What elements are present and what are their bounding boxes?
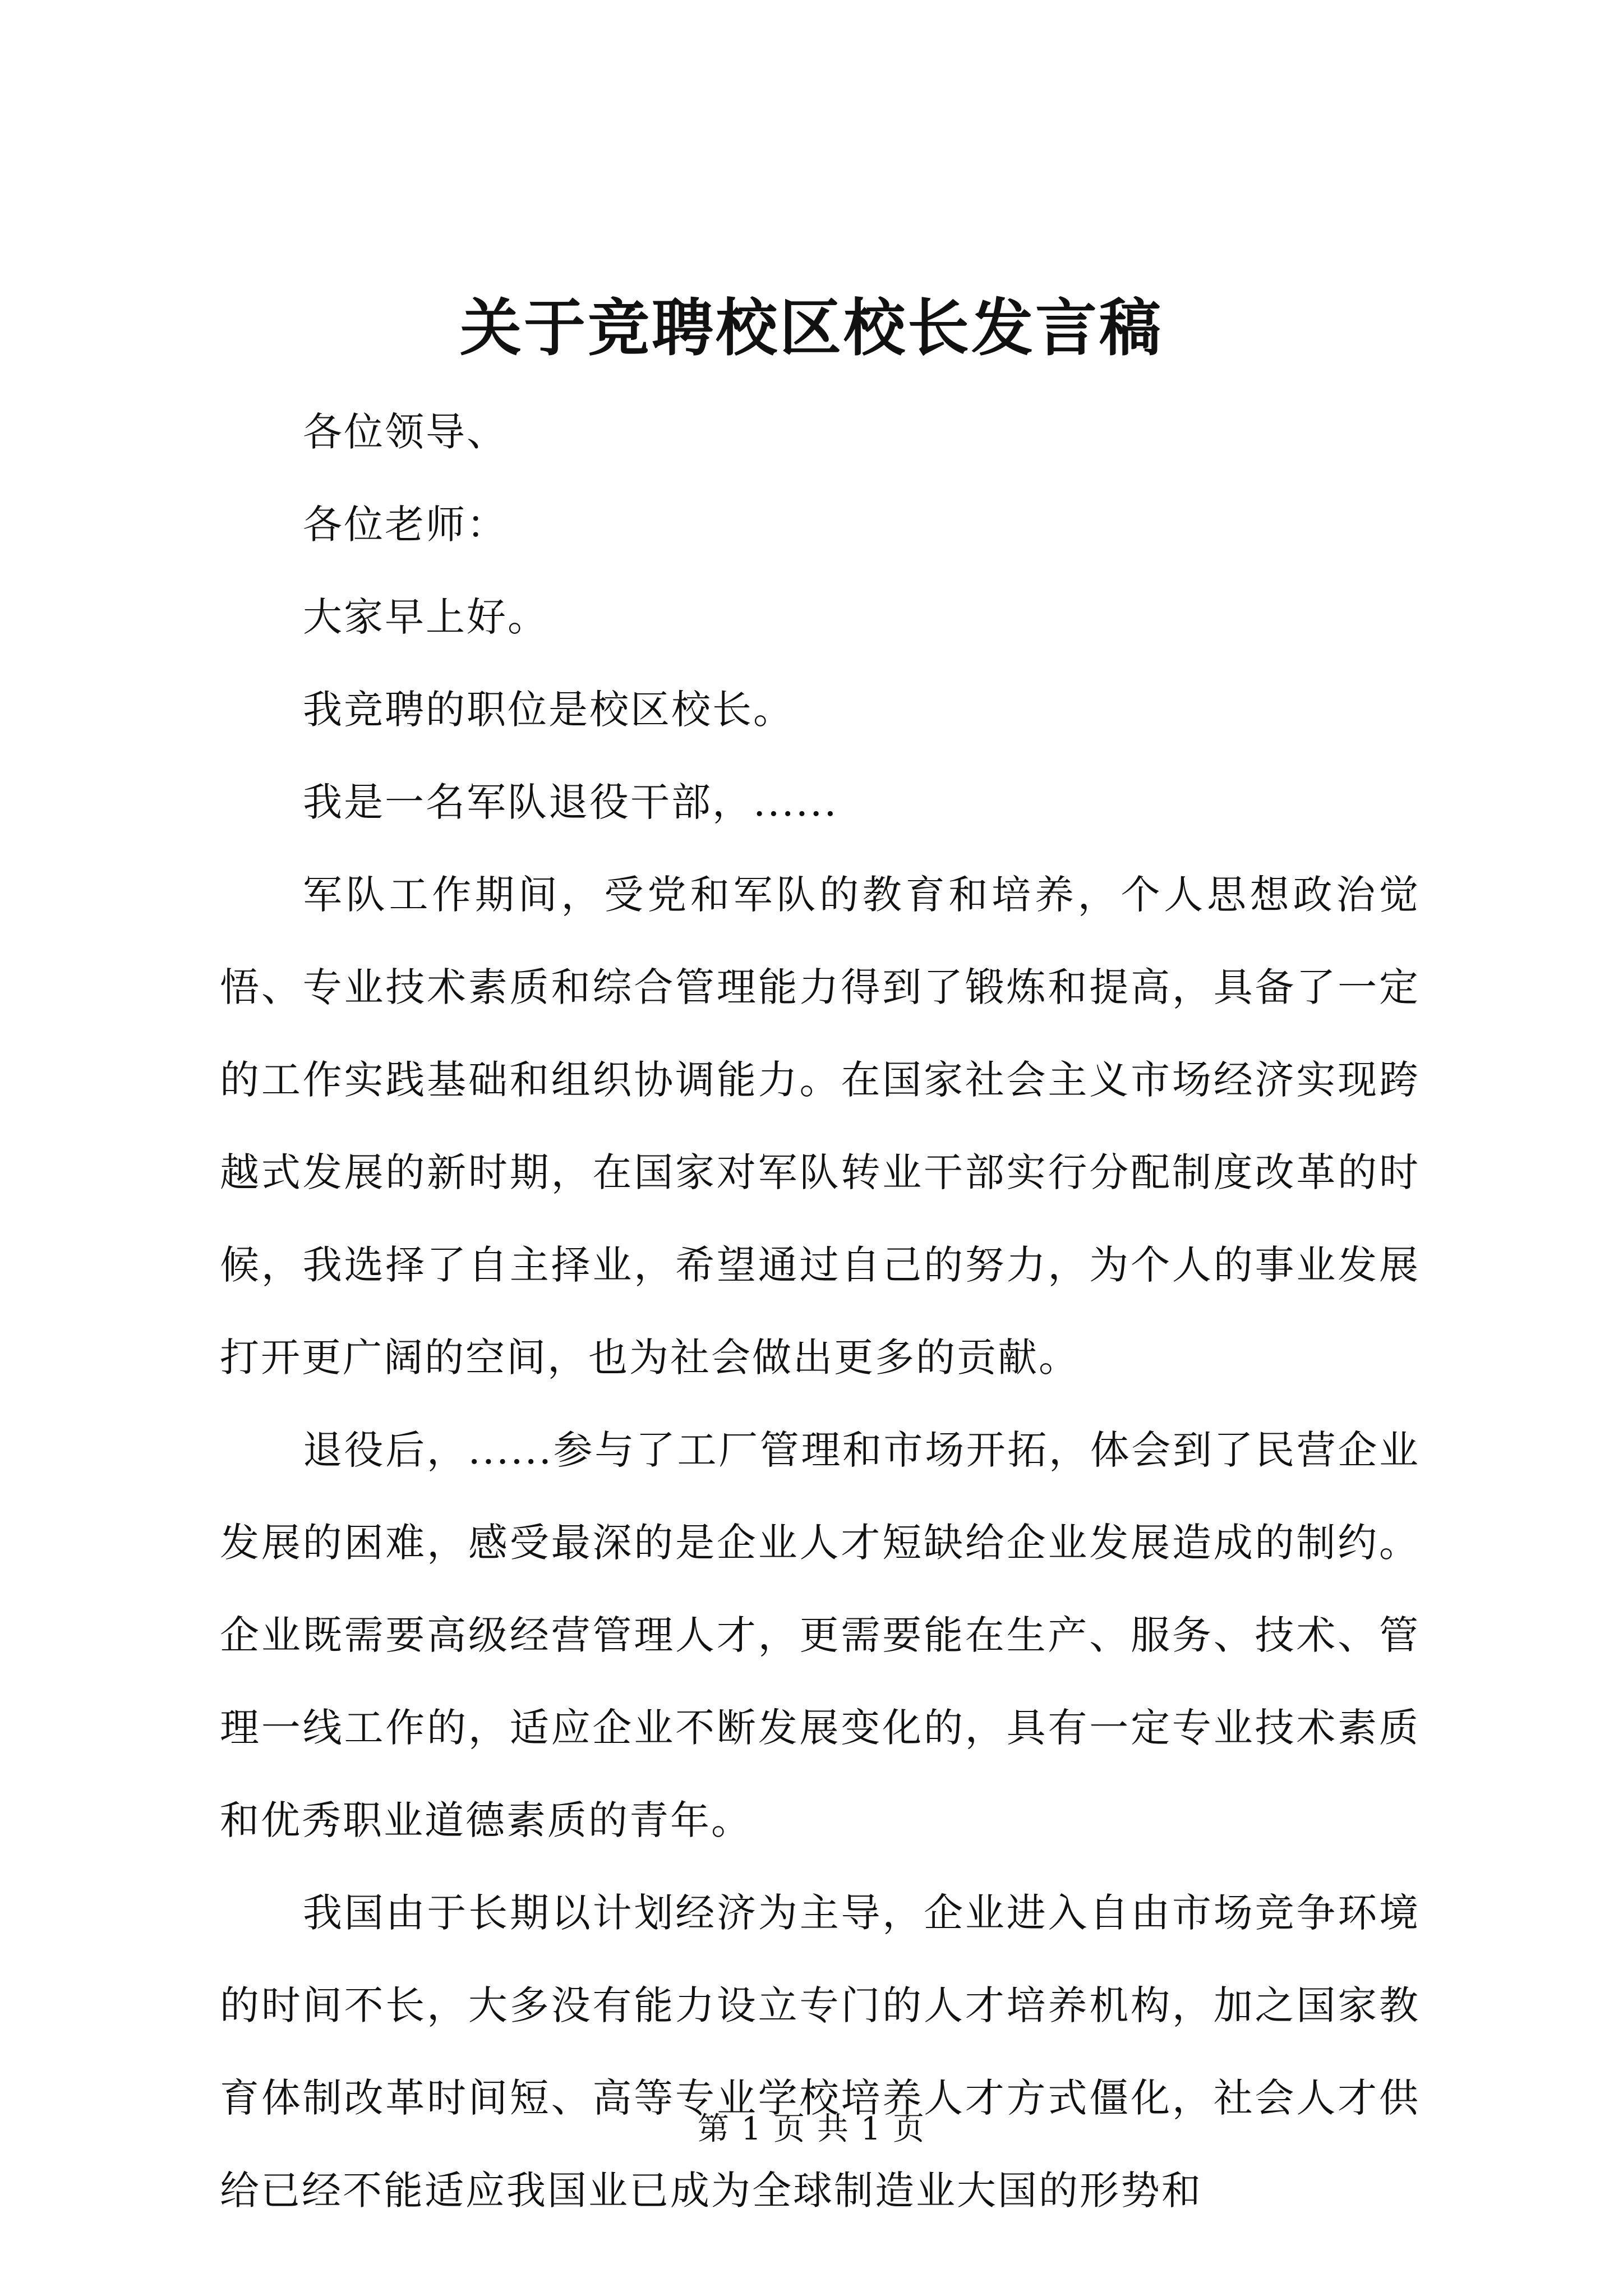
self-introduction: 我是一名军队退役干部，...... [303, 779, 838, 825]
paragraph-national-context: 我国由于长期以计划经济为主导，企业进入自由市场竞争环境的时间不长，大多没有能力设立专门的人才培养机构，加之国家教育体制改革时间短、高等专业学校培养人才方式僵化，社会人才供给已经不能适应我国业已成为全球制造业大国的形势和 [220, 1890, 1420, 2214]
salutation-leaders: 各位领导、 [303, 409, 508, 455]
paragraph-after-retirement: 退役后，......参与了工厂管理和市场开拓，体会到了民营企业发展的困难，感受最深的是企业人才短缺给企业发展造成的制约。企业既需要高级经营管理人才，更需要能在生产、服务、技术、管理一线工作的，适应企业不断发展变化的，具有一定专业技术素质和优秀职业道德素质的青年。 [220, 1427, 1420, 1843]
document-title: 关于竞聘校区校长发言稿 [460, 292, 1163, 364]
position-statement: 我竞聘的职位是校区校长。 [303, 687, 794, 733]
salutation-teachers: 各位老师： [303, 501, 508, 547]
greeting: 大家早上好。 [303, 594, 548, 640]
paragraph-military-service: 军队工作期间，受党和军队的教育和培养，个人思想政治觉悟、专业技术素质和综合管理能力得到了锻炼和提高，具备了一定的工作实践基础和组织协调能力。在国家社会主义市场经济实现跨越式发展的新时期，在国家对军队转业干部实行分配制度改革的时候，我选择了自主择业，希望通过自己的努力，为个人的事业发展打开更广阔的空间，也为社会做出更多的贡献。 [220, 872, 1420, 1381]
page-footer: 第 1 页 共 1 页 [697, 2111, 926, 2147]
document-body [220, 386, 1420, 2237]
